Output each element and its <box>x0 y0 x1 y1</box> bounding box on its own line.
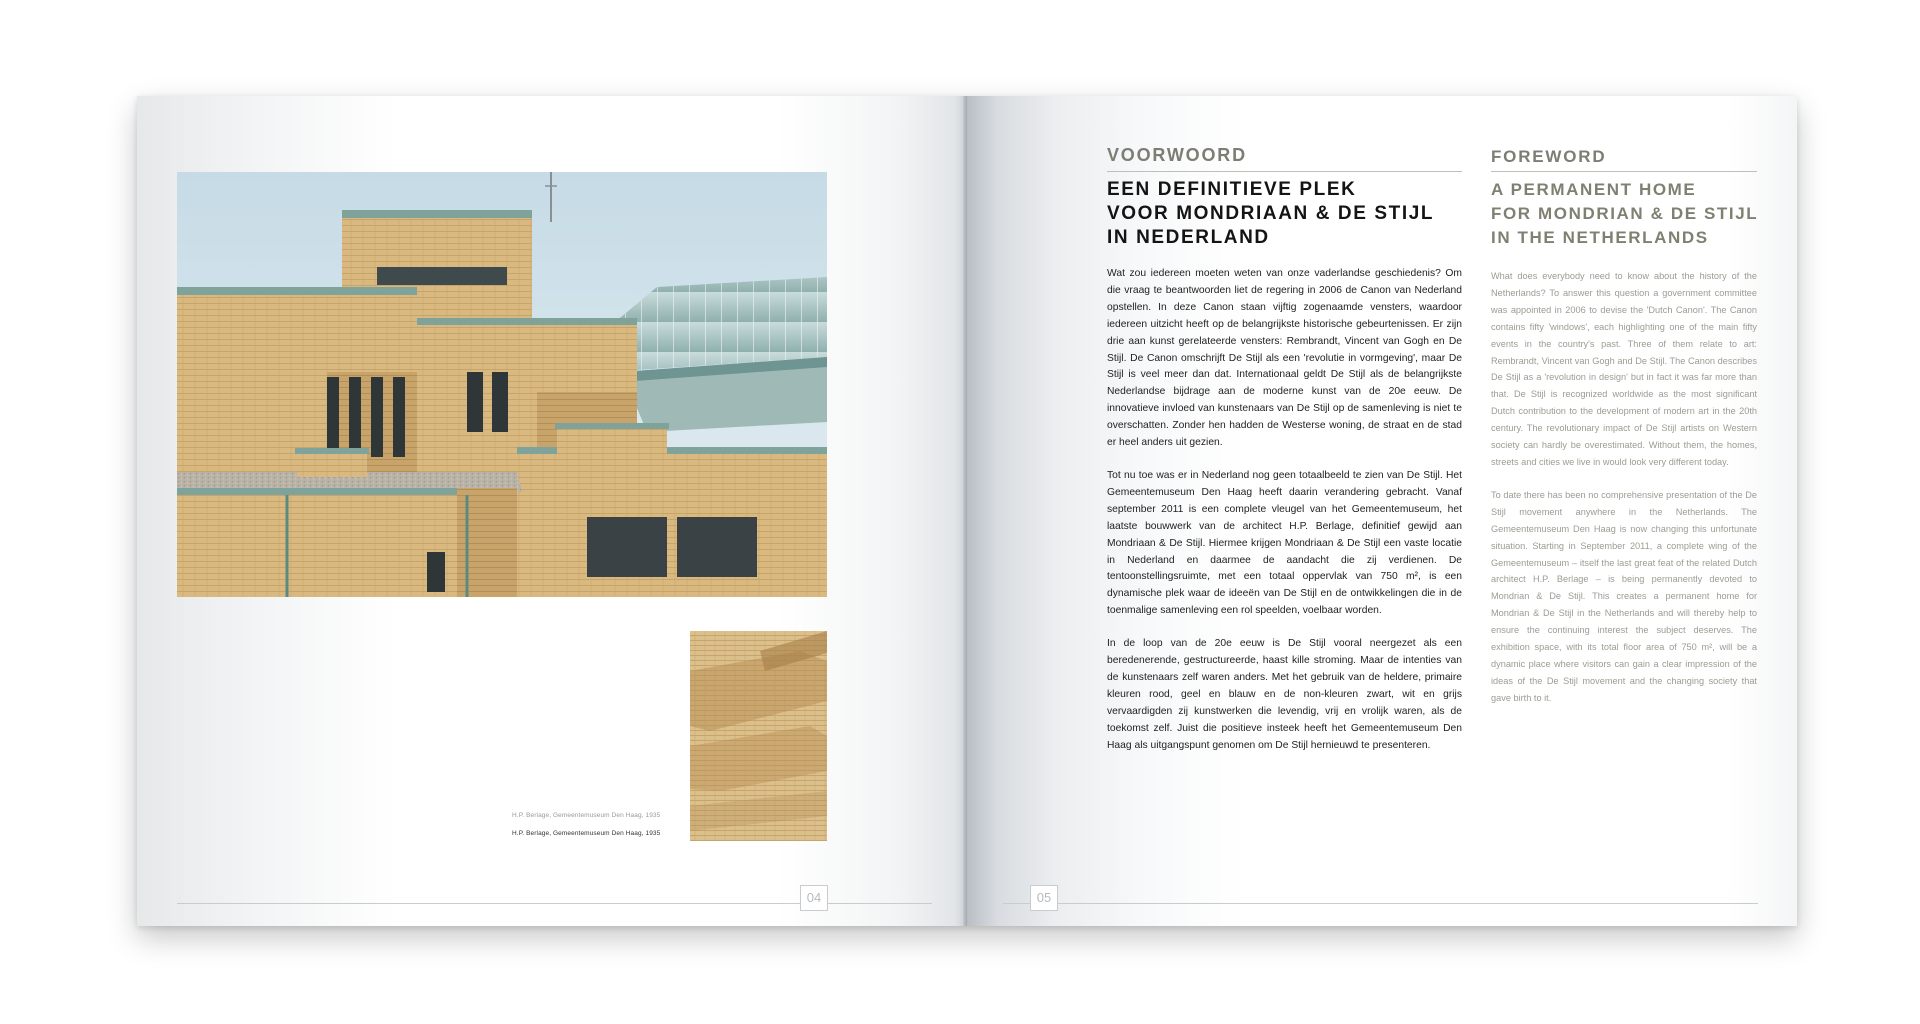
footer-rule-right <box>1003 903 1758 904</box>
english-paragraph: To date there has been no comprehensive presentation of the De Stijl movement anywhere in the Netherlands. The Gemeentemuseum Den Haag is now changing this unfortunate situation. Starting in September 2011, a complete wing of the Gemeentemuseum – itself the last great feat of the related Dutch architect H.P. Berlage – is being permanently devoted to Mondrian & De Stijl. This creates a permanent home for Mondrian & De Stijl in the Netherlands and will thereby help to ensure the continuing interest the subject deserves. The exhibition space, with its total floor area of 750 m², will be a dynamic place where visitors can gain a clear impression of the ideas of the De Stijl movement and the changing society that gave birth to it. <box>1491 489 1757 703</box>
dutch-paragraph: Tot nu toe was er in Nederland nog geen totaalbeeld te zien van De Stijl. Het Gemeentemuseum Den Haag heeft daarin verandering gebracht. Vanaf september 2011 is een complete vleugel van het Gemeentemuseum, het laatste bouwwerk van de architect H.P. Berlage, definitief gewijd aan Mondriaan & De Stijl. Hiermee krijgen Mondriaan & De Stijl een vaste locatie in Nederland en daarmee de aandacht die zij verdienen. De tentoonstellingsruimte, met een totaal oppervlak van 750 m², is een dynamische plek waar de ideeën van De Stijl en de ontwikkelingen die in de toenmalige samenleving een rol speelden, voelbaar worden. <box>1107 469 1462 617</box>
english-paragraph: What does everybody need to know about the history of the Netherlands? To answer this question a government committee was appointed in 2006 to devise the 'Dutch Canon'. The Canon contains fifty 'windows', each highlighting one of the main fifty events in the country's past. Three of them relate to art: Rembrandt, Vincent van Gogh and De Stijl. The Canon describes De Stijl as a 'revolution in design' but in fact it was far more than that. De Stijl is recognized worldwide as the most significant Dutch contribution to the development of modern art in the 20th century. The revolutionary impact of De Stijl artists on Western society can hardly be overestimated. Without them, the homes, streets and cities we live in would look very different today. <box>1491 271 1757 467</box>
dutch-kicker: VOORWOORD <box>1107 145 1247 165</box>
english-headline <box>1491 178 1771 250</box>
book-spread <box>137 96 1797 926</box>
dutch-body <box>1107 266 1462 770</box>
dutch-heading-rule <box>1107 171 1462 172</box>
english-kicker: FOREWORD <box>1491 147 1607 166</box>
dutch-headline-line: IN NEDERLAND <box>1107 227 1270 248</box>
english-headline-line: A PERMANENT HOME <box>1491 180 1697 199</box>
page-number-left: 04 <box>800 885 828 911</box>
english-heading-rule <box>1491 171 1757 172</box>
english-headline-line: FOR MONDRIAN & DE STIJL <box>1491 204 1759 223</box>
left-page <box>137 96 967 926</box>
building-photo-illustration <box>177 172 827 597</box>
photo-caption: H.P. Berlage, Gemeentemuseum Den Haag, 1935 <box>512 830 661 837</box>
english-body <box>1491 268 1757 723</box>
dutch-headline-line: VOOR MONDRIAAN & DE STIJL <box>1107 203 1435 224</box>
brick-detail-photo <box>690 631 827 841</box>
dutch-paragraph: Wat zou iedereen moeten weten van onze vaderlandse geschiedenis? Om die vraag te beantwoorden liet de regering in 2006 de Canon van Nederland opstellen. In deze Canon staan vijftig zogenaamde vensters, waardoor iedereen uitzicht heeft op de belangrijkste historische gebeurtenissen. Er zijn drie aan kunst gerelateerde vensters: Rembrandt, Vincent van Gogh en De Stijl. De Canon omschrijft De Stijl als een 'revolutie in vormgeving', maar De Stijl is veel meer dan dat. Internationaal geldt De Stijl als de belangrijkste Nederlandse bijdrage aan de moderne kunst van de 20e eeuw. De innovatieve invloed van kunstenaars van De Stijl op de samenleving is niet te overschatten. Zonder hen hadden de Westerse woning, de straat en de stad er heel anders uit gezien. <box>1107 268 1462 449</box>
brick-detail-illustration <box>690 631 827 841</box>
page-number-right: 05 <box>1030 885 1058 911</box>
dutch-headline <box>1107 178 1467 250</box>
dutch-headline-line: EEN DEFINITIEVE PLEK <box>1107 179 1357 200</box>
right-page <box>967 96 1797 926</box>
building-photo <box>177 172 827 597</box>
english-headline-line: IN THE NETHERLANDS <box>1491 228 1709 247</box>
photo-caption-light: H.P. Berlage, Gemeentemuseum Den Haag, 1935 <box>512 812 661 819</box>
dutch-paragraph: In de loop van de 20e eeuw is De Stijl vooral neergezet als een beredenerende, gestructureerde, haast kille stroming. Maar de intenties van de kunstenaars zelf waren anders. Met het gebruik van de heldere, primaire kleuren rood, geel en blauw en de non-kleuren zwart, wit en grijs vervaardigden zij kunstwerken die levendig, vrij en vrolijk waren, als de toekomst zelf. Juist die positieve insteek heeft het Gemeentemuseum Den Haag als uitgangspunt genomen om De Stijl hernieuwd te presenteren. <box>1107 638 1462 751</box>
